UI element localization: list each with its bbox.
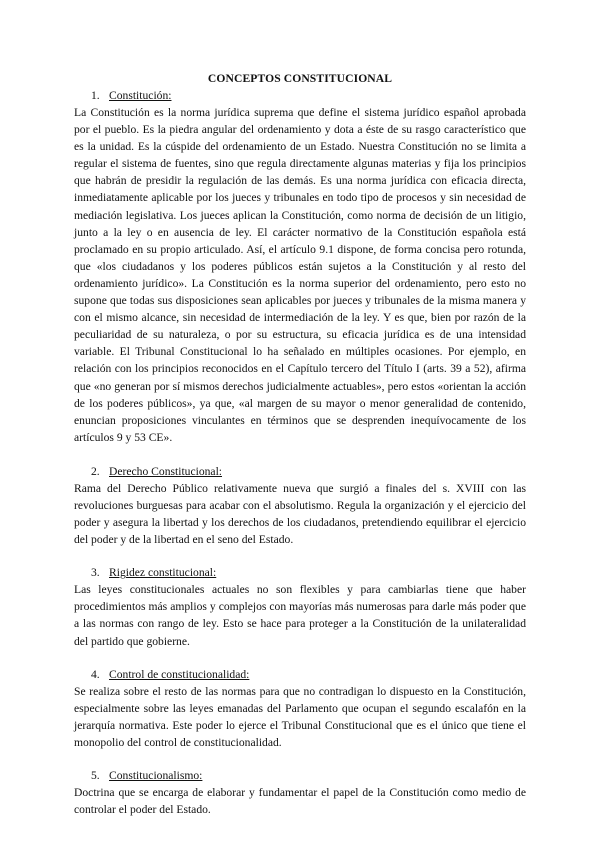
section-body: Rama del Derecho Público relativamente nueva que surgió a finales del s. XVIII con las revoluciones burguesas para acabar con el absolutismo. Regula la organización y el ejercicio del poder y asegura la libertad y los derechos de los ciudadanos, pretendiendo equilibrar el ejercicio del poder y de la libertad en el seno del Estado. bbox=[74, 481, 526, 547]
section-heading bbox=[91, 566, 526, 580]
document-title: CONCEPTOS CONSTITUCIONAL bbox=[207, 72, 393, 85]
section-heading-label: Derecho Constitucional: bbox=[109, 464, 223, 478]
section-heading bbox=[91, 769, 526, 783]
section-control-constitucionalidad bbox=[74, 668, 526, 751]
section-heading bbox=[91, 465, 526, 479]
section-number: 4. bbox=[91, 667, 100, 681]
section-heading-label: Rigidez constitucional: bbox=[109, 566, 217, 580]
section-heading bbox=[91, 668, 526, 682]
section-heading-label: Constitución: bbox=[109, 89, 172, 102]
document-page bbox=[74, 72, 526, 836]
section-rigidez-constitucional bbox=[74, 566, 526, 649]
section-number: 2. bbox=[91, 464, 100, 478]
section-heading-label: Constitucionalismo: bbox=[109, 769, 203, 782]
section-heading bbox=[91, 89, 526, 103]
section-body: Se realiza sobre el resto de las normas para que no contradigan lo dispuesto en la Constitución, especialmente sobre las leyes emanadas del Parlamento que ocupan el segundo escalafón en la jerarquía normativa. Este poder lo ejerce el Tribunal Constitucional que es el único que tiene el monopolio del control de constitucionalidad. bbox=[74, 684, 526, 749]
section-body: Las leyes constitucionales actuales no son flexibles y para cambiarlas tiene que haber procedimientos más amplios y complejos con mayorías más numerosas para darle más poder que a las normas con rango de ley. Esto se hace para proteger a la Constitución de la unilateralidad del partido que gobierne. bbox=[74, 583, 526, 648]
section-constitucionalismo bbox=[74, 769, 526, 818]
section-number: 3. bbox=[91, 566, 100, 580]
section-heading-label: Control de constitucionalidad: bbox=[109, 667, 250, 681]
section-body: Doctrina que se encarga de elaborar y fundamentar el papel de la Constitución como medio de controlar el poder del Estado. bbox=[74, 786, 526, 817]
section-constitucion bbox=[74, 89, 526, 446]
section-number: 1. bbox=[91, 89, 100, 102]
section-body: La Constitución es la norma jurídica suprema que define el sistema jurídico español aprobada por el pueblo. Es la piedra angular del ordenamiento y dota a éste de su rasgo característico que es la unidad. Es la cúspide del ordenamiento de un Estado. Nuestra Constitución no se limita a regular el sistema de fuentes, sino que regula directamente algunas materias y fija los principios que habrán de presidir la regulación de las demás. Es una norma jurídica con eficacia directa, inmediatamente aplicable por los jueces y tribunales en todo tipo de procesos y sin necesidad de mediación legislativa. Los jueces aplican la Constitución, como norma de decisión de un litigio, junto a la ley o en ausencia de ley. El carácter normativo de la Constitución española está proclamado en su propio articulado. Así, el artículo 9.1 dispone, de forma concisa pero rotunda, que «los ciudadanos y los poderes públicos están sujetos a la Constitución y al resto del ordenamiento jurídico». La Constitución es la norma superior del ordenamiento, pero esto no supone que todas sus disposiciones sean aplicables por jueces y tribunales de la misma manera y con el mismo alcance, sin necesidad de intermediación de la ley. Y es que, bien por razón de la peculiaridad de su naturaleza, o por su estructura, su eficacia jurídica es de una intensidad variable. El Tribunal Constitucional lo ha señalado en múltiples ocasiones. Por ejemplo, en relación con los principios reconocidos en el Capítulo tercero del Título I (arts. 39 a 52), afirma que «no generan por sí mismos derechos judicialmente actuables», pero estos «orientan la acción de los poderes públicos», ya que, «al margen de su mayor o menor generalidad de contenido, enuncian proposiciones vinculantes en términos que se desprenden inequívocamente de los artículos 9 y 53 CE». bbox=[74, 106, 526, 444]
section-derecho-constitucional bbox=[74, 465, 526, 548]
section-number: 5. bbox=[91, 769, 100, 782]
